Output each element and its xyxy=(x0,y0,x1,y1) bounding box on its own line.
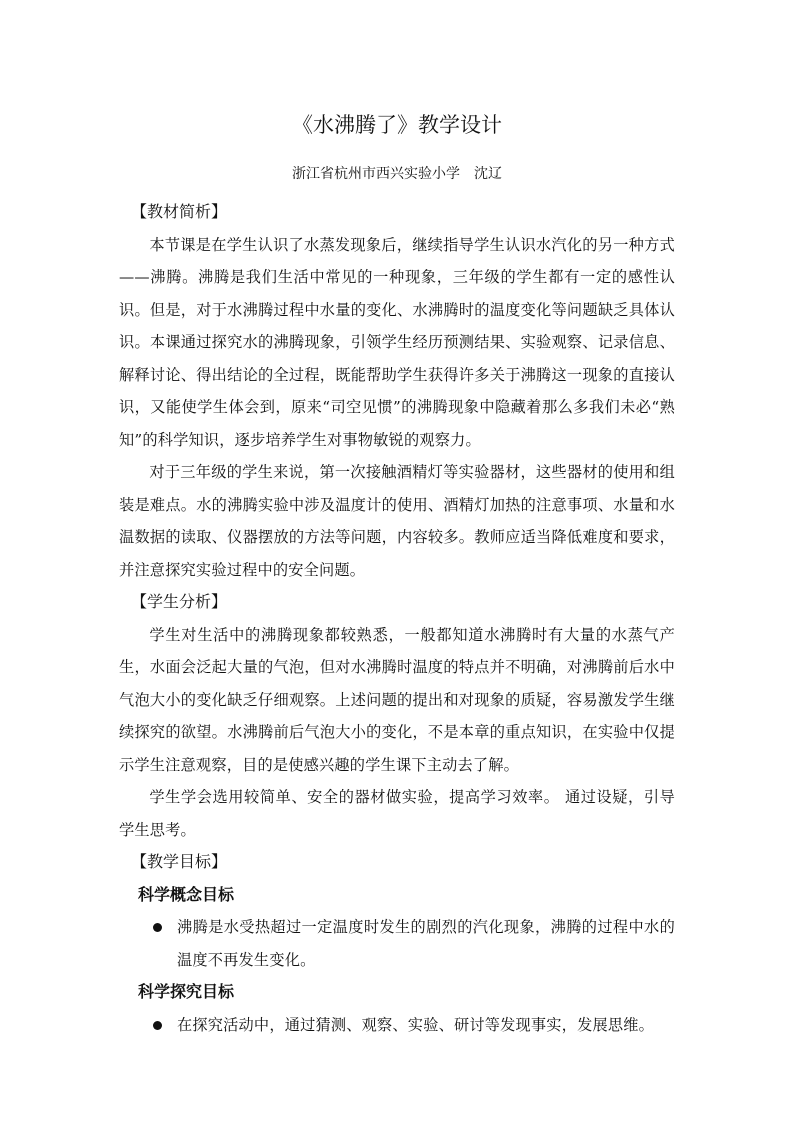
section-teaching-goals xyxy=(119,846,675,1041)
paragraph: 本节课是在学生认识了水蒸发现象后，继续指导学生认识水汽化的另一种方式——沸腾。沸腾是我们生活中常见的一种现象，三年级的学生都有一定的感性认识。但是，对于水沸腾过程中水量的变化、水沸腾时的温度变化等问题缺乏具体认识。本课通过探究水的沸腾现象，引领学生经历预测结果、实验观察、记录信息、解释讨论、得出结论的全过程，既能帮助学生获得许多关于沸腾这一现象的直接认识，又能使学生体会到，原来“司空见惯”的沸腾现象中隐藏着那么多我们未必“熟知”的科学知识，逐步培养学生对事物敏锐的观察力。 xyxy=(119,235,675,449)
section-heading: 【教学目标】 xyxy=(131,852,228,871)
goal-label: 科学探究目标 xyxy=(138,982,235,1001)
goal-label: 科学概念目标 xyxy=(138,884,235,904)
section-heading: 【学生分析】 xyxy=(131,592,228,611)
paragraph: 学生对生活中的沸腾现象都较熟悉，一般都知道水沸腾时有大量的水蒸气产生，水面会泛起大量的气泡，但对水沸腾时温度的特点并不明确，对沸腾前后水中气泡大小的变化缺乏仔细观察。上述问题的提出和对现象的质疑，容易激发学生继续探究的欲望。水沸腾前后气泡大小的变化，不是本章的重点知识，在实验中仅提示学生注意观察，目的是使感兴趣的学生课下主动去了解。 xyxy=(119,625,675,774)
section-heading: 【教材简析】 xyxy=(131,202,228,221)
bullet-item xyxy=(119,1009,675,1042)
bullet-dot-icon xyxy=(153,1021,162,1030)
bullet-text: 沸腾是水受热超过一定温度时发生的剧烈的汽化现象，沸腾的过程中水的温度不再发生变化。 xyxy=(177,918,675,969)
section-textbook-analysis xyxy=(119,196,675,586)
author-line: 浙江省杭州市西兴实验小学 沈辽 xyxy=(292,166,502,182)
page-title: 《水沸腾了》教学设计 xyxy=(292,113,502,137)
section-student-analysis xyxy=(119,586,675,846)
bullet-text: 在探究活动中，通过猜测、观察、实验、研讨等发现事实，发展思维。 xyxy=(177,1015,655,1034)
bullet-dot-icon xyxy=(153,923,162,932)
paragraph: 学生学会选用较简单、安全的器材做实验，提高学习效率。 通过设疑，引导学生思考。 xyxy=(119,788,675,839)
paragraph: 对于三年级的学生来说，第一次接触酒精灯等实验器材，这些器材的使用和组装是难点。水的沸腾实验中涉及温度计的使用、酒精灯加热的注意事项、水量和水温数据的读取、仪器摆放的方法等问题，内容较多。教师应适当降低难度和要求，并注意探究实验过程中的安全问题。 xyxy=(119,463,675,579)
document-body xyxy=(119,196,675,1041)
bullet-item xyxy=(119,911,675,976)
